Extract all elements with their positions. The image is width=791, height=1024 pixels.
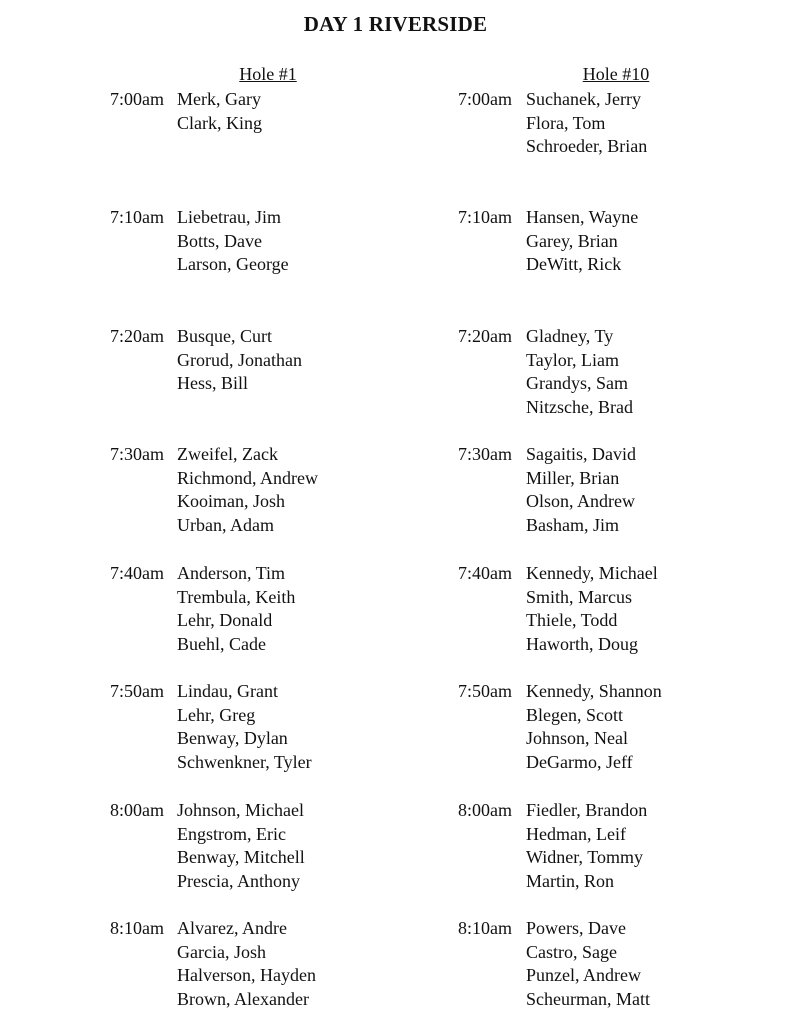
- tee-time: 7:50am: [110, 681, 164, 701]
- player-name: Schroeder, Brian: [526, 136, 648, 157]
- player-name: Richmond, Andrew: [177, 467, 318, 488]
- tee-time: 8:00am: [110, 800, 164, 820]
- player-name: Lindau, Grant: [177, 681, 278, 701]
- player-name: Sagaitis, David: [526, 444, 636, 464]
- player-list: [177, 680, 312, 775]
- tee-time: 7:10am: [458, 207, 512, 227]
- player-name: Kooiman, Josh: [177, 491, 285, 512]
- player-name: Nitzsche, Brad: [526, 397, 633, 418]
- tee-time: 7:20am: [110, 326, 164, 346]
- player-name: Prescia, Anthony: [177, 871, 300, 892]
- tee-time: 7:40am: [110, 563, 164, 583]
- player-name: Liebetrau, Jim: [177, 207, 281, 227]
- player-name: Clark, King: [177, 112, 262, 133]
- player-name: Basham, Jim: [526, 515, 619, 536]
- player-name: Busque, Curt: [177, 326, 273, 346]
- player-name: Johnson, Neal: [526, 728, 628, 749]
- player-name: Powers, Dave: [526, 918, 626, 938]
- player-name: Hess, Bill: [177, 373, 249, 394]
- player-name: Lehr, Greg: [177, 704, 256, 725]
- document-title: DAY 1 RIVERSIDE: [303, 12, 488, 36]
- player-name: Suchanek, Jerry: [526, 89, 641, 109]
- player-name: Benway, Mitchell: [177, 847, 305, 868]
- player-name: DeWitt, Rick: [526, 254, 622, 275]
- player-name: Miller, Brian: [526, 467, 620, 488]
- player-name: Urban, Adam: [177, 515, 274, 536]
- player-list: [526, 680, 662, 775]
- tee-time: 7:40am: [458, 563, 512, 583]
- player-list: [526, 325, 633, 420]
- player-name: Benway, Dylan: [177, 728, 288, 749]
- player-name: Trembula, Keith: [177, 586, 296, 607]
- player-name: Engstrom, Eric: [177, 823, 286, 844]
- player-list: [177, 206, 289, 277]
- hole-10-header: Hole #10: [582, 64, 650, 84]
- player-list: [177, 917, 316, 1012]
- player-name: Castro, Sage: [526, 941, 617, 962]
- player-name: Brown, Alexander: [177, 989, 309, 1010]
- player-name: Martin, Ron: [526, 871, 614, 892]
- player-list: [526, 443, 636, 538]
- player-name: Thiele, Todd: [526, 610, 618, 631]
- player-name: Smith, Marcus: [526, 586, 632, 607]
- player-name: Flora, Tom: [526, 112, 606, 133]
- player-name: Grandys, Sam: [526, 373, 628, 394]
- player-name: Lehr, Donald: [177, 610, 273, 631]
- player-list: [177, 799, 305, 894]
- player-name: Taylor, Liam: [526, 349, 619, 370]
- player-name: Olson, Andrew: [526, 491, 635, 512]
- player-list: [177, 325, 302, 396]
- player-name: Kennedy, Shannon: [526, 681, 662, 701]
- hole-1-header: Hole #1: [239, 64, 297, 84]
- player-name: Garey, Brian: [526, 230, 618, 251]
- player-name: Zweifel, Zack: [177, 444, 278, 464]
- tee-time: 7:00am: [458, 89, 512, 109]
- player-name: Scheurman, Matt: [526, 989, 650, 1010]
- player-list: [526, 206, 638, 277]
- player-list: [526, 917, 650, 1012]
- tee-time: 7:30am: [458, 444, 512, 464]
- player-list: [177, 88, 262, 135]
- player-name: Schwenkner, Tyler: [177, 752, 312, 773]
- player-name: Johnson, Michael: [177, 800, 304, 820]
- tee-time: 8:00am: [458, 800, 512, 820]
- tee-time: 7:20am: [458, 326, 512, 346]
- player-list: [526, 562, 658, 657]
- player-name: Garcia, Josh: [177, 941, 266, 962]
- player-name: Hedman, Leif: [526, 823, 626, 844]
- player-list: [526, 799, 647, 894]
- tee-time: 8:10am: [110, 918, 164, 938]
- player-name: Buehl, Cade: [177, 634, 266, 655]
- player-list: [526, 88, 647, 159]
- tee-time: 7:50am: [458, 681, 512, 701]
- tee-time: 8:10am: [458, 918, 512, 938]
- player-name: Fiedler, Brandon: [526, 800, 648, 820]
- tee-time: 7:10am: [110, 207, 164, 227]
- player-name: Haworth, Doug: [526, 634, 638, 655]
- player-name: Punzel, Andrew: [526, 965, 641, 986]
- player-name: Botts, Dave: [177, 230, 262, 251]
- player-list: [177, 443, 318, 538]
- player-name: Merk, Gary: [177, 89, 261, 109]
- player-name: Alvarez, Andre: [177, 918, 287, 938]
- player-name: Hansen, Wayne: [526, 207, 639, 227]
- player-name: Halverson, Hayden: [177, 965, 316, 986]
- player-name: Kennedy, Michael: [526, 563, 658, 583]
- player-name: Anderson, Tim: [177, 563, 286, 583]
- player-name: Blegen, Scott: [526, 704, 623, 725]
- player-name: Larson, George: [177, 254, 289, 275]
- tee-time: 7:00am: [110, 89, 164, 109]
- player-name: Gladney, Ty: [526, 326, 614, 346]
- player-name: Grorud, Jonathan: [177, 349, 302, 370]
- player-list: [177, 562, 295, 657]
- player-name: Widner, Tommy: [526, 847, 643, 868]
- tee-time: 7:30am: [110, 444, 164, 464]
- player-name: DeGarmo, Jeff: [526, 752, 633, 773]
